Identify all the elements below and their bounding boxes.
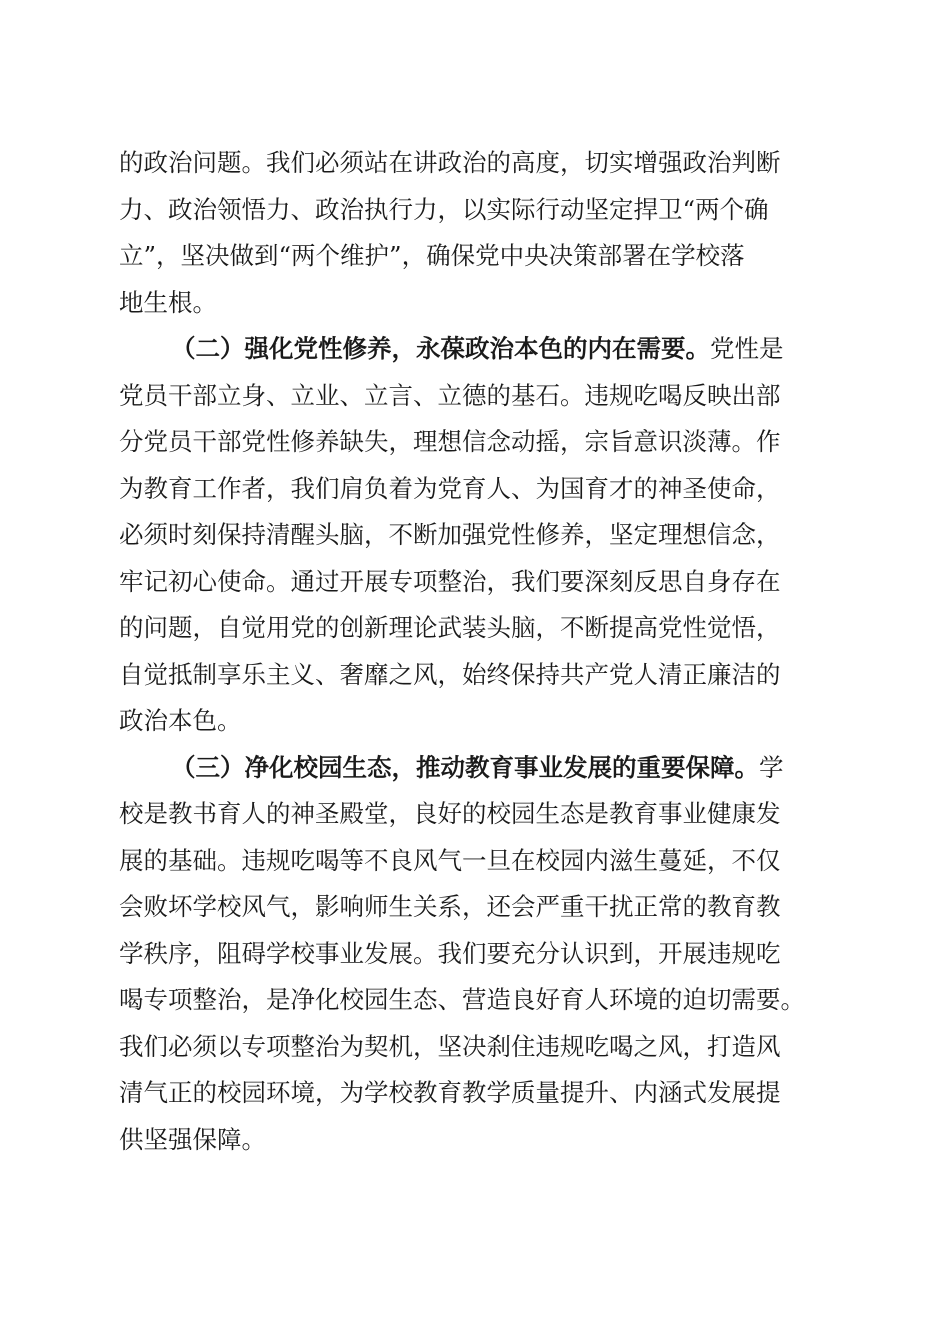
paragraph-2-line: 必须时刻保持清醒头脑，不断加强党性修养，坚定理想信念， [119, 520, 781, 549]
paragraph-2-line: 的问题，自觉用党的创新理论武装头脑，不断提高党性觉悟， [119, 613, 781, 642]
paragraph-2-line: 党员干部立身、立业、立言、立德的基石。违规吃喝反映出部 [119, 380, 781, 410]
paragraph-1-line: 力、政治领悟力、政治执行力，以实际行动坚定捍卫“两个确 [119, 194, 769, 224]
document-body [119, 140, 831, 1163]
paragraph-3-line: 校是教书育人的神圣殿堂，良好的校园生态是教育事业健康发 [119, 799, 781, 828]
paragraph-1-line: 地生根。 [119, 287, 217, 317]
paragraph-2-line: 牢记初心使命。通过开展专项整治，我们要深刻反思自身存在 [119, 566, 781, 596]
paragraph-2-line: 分党员干部党性修养缺失，理想信念动摇，宗旨意识淡薄。作 [119, 427, 781, 456]
paragraph-2-first-line [119, 326, 831, 373]
paragraph-2-line: 政治本色。 [119, 706, 242, 735]
paragraph-1-line: 的政治问题。我们必须站在讲政治的高度，切实增强政治判断 [119, 148, 781, 177]
paragraph-3-line: 学秩序，阻碍学校事业发展。我们要充分认识到，开展违规吃 [119, 938, 781, 968]
paragraph-3-line: 清气正的校园环境，为学校教育教学质量提升、内涵式发展提 [119, 1078, 781, 1107]
paragraph-3-line: 展的基础。违规吃喝等不良风气一旦在校园内滋生蔓延，不仅 [119, 845, 781, 875]
paragraph-2-line: 为教育工作者，我们肩负着为党育人、为国育才的神圣使命， [119, 473, 781, 503]
paragraph-3-line: 喝专项整治，是净化校园生态、营造良好育人环境的迫切需要。 [119, 985, 805, 1014]
paragraph-3-first-line-text: 学 [759, 752, 784, 782]
paragraph-2-first-line-text: 党性是 [710, 334, 784, 363]
paragraph-2-heading: （二）强化党性修养，永葆政治本色的内在需要。 [171, 334, 710, 363]
paragraph-3-line: 会败坏学校风气，影响师生关系，还会严重干扰正常的教育教 [119, 892, 781, 921]
paragraph-2-line: 自觉抵制享乐主义、奢靡之风，始终保持共产党人清正廉洁的 [119, 659, 781, 689]
paragraph-3-line: 我们必须以专项整治为契机，坚决刹住违规吃喝之风，打造风 [119, 1031, 781, 1061]
paragraph-3-heading: （三）净化校园生态，推动教育事业发展的重要保障。 [171, 752, 759, 782]
paragraph-3-first-line [119, 745, 831, 792]
paragraph-3-line: 供坚强保障。 [119, 1124, 266, 1154]
paragraph-1-line: 立”，坚决做到“两个维护”，确保党中央决策部署在学校落 [119, 241, 745, 270]
